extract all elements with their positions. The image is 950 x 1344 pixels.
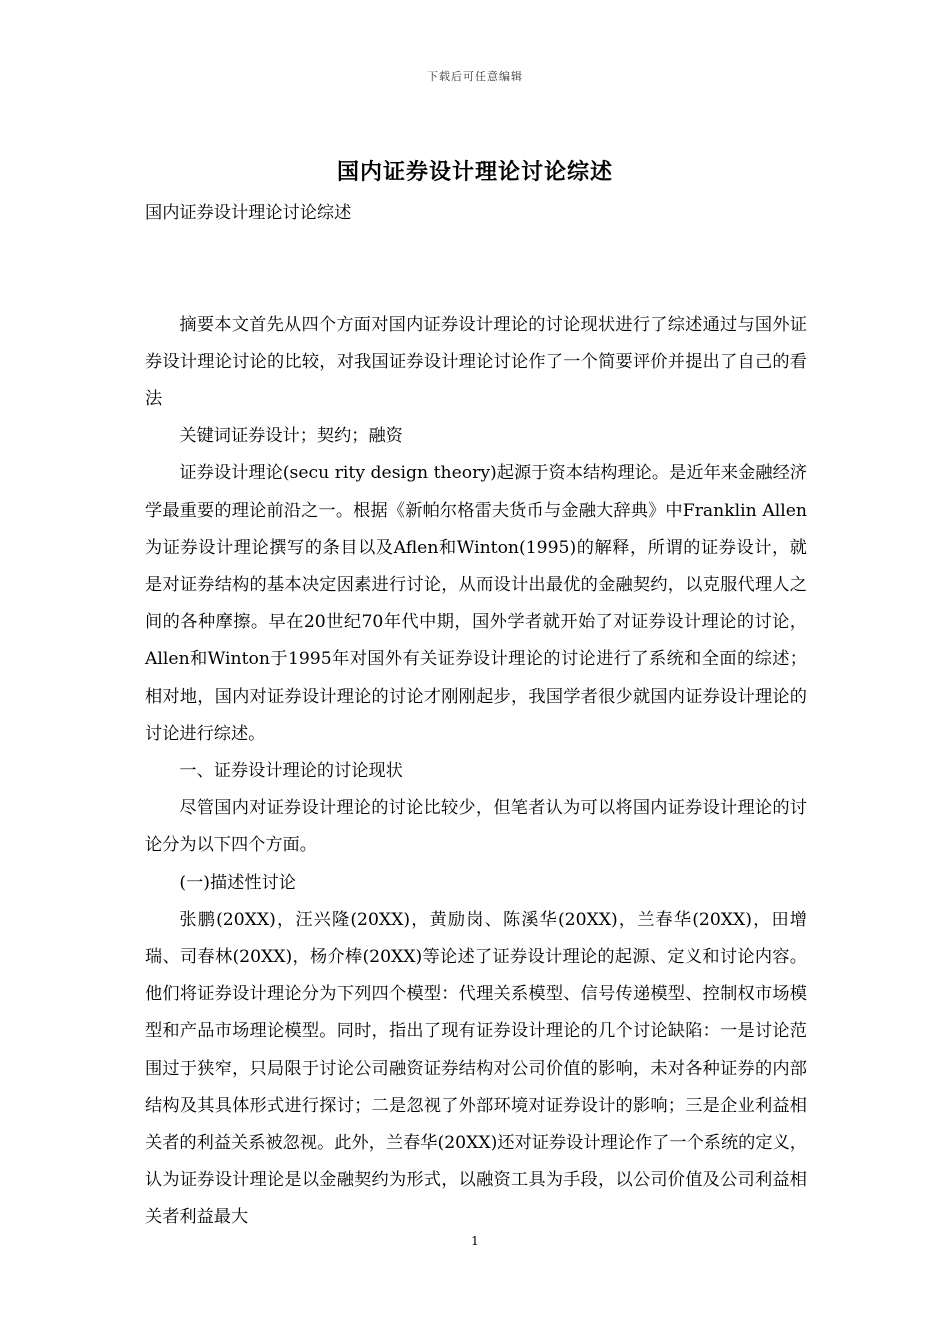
header-note: 下载后可任意编辑 xyxy=(427,70,523,83)
page-number: 1 xyxy=(471,1234,479,1248)
document-body xyxy=(145,195,807,1237)
section-heading: 一、证券设计理论的讨论现状 xyxy=(179,761,403,782)
document-title: 国内证券设计理论讨论综述 xyxy=(336,159,613,185)
abstract-paragraph: 摘要本文首先从四个方面对国内证券设计理论的讨论现状进行了综述通过与国外证券设计理论讨论的比较，对我国证券设计理论讨论作了一个简要评价并提出了自己的看法 xyxy=(145,314,807,409)
keywords-paragraph: 关键词证券设计；契约；融资 xyxy=(179,426,403,447)
document-subtitle: 国内证券设计理论讨论综述 xyxy=(145,203,352,223)
intro-paragraph: 证券设计理论(secu rity design theory)起源于资本结构理论。是近年来金融经济学最重要的理论前沿之一。根据《新帕尔格雷夫货币与金融大辞典》中Franklin Allen为证券设计理论撰写的条目以及Aflen和Winton(1995)的解释，所谓的证券设计，就是对证券结构的基本决定因素进行讨论，从而设计出最优的金融契约，以克服代理人之间的各种摩擦。早在20世纪70年代中期，国外学者就开始了对证券设计理论的讨论，Allen和Winton于1995年对国外有关证券设计理论的讨论进行了系统和全面的综述；相对地，国内对证券设计理论的讨论才刚刚起步，我国学者很少就国内证券设计理论的讨论进行综述。 xyxy=(145,463,807,744)
section-paragraph: 尽管国内对证券设计理论的讨论比较少，但笔者认为可以将国内证券设计理论的讨论分为以下四个方面。 xyxy=(145,798,807,856)
blank-line xyxy=(145,269,807,306)
subsection-paragraph: 张鹏(20XX)，汪兴隆(20XX)，黄励岗、陈溪华(20XX)，兰春华(20XX)，田增瑞、司春林(20XX)，杨介棒(20XX)等论述了证券设计理论的起源、定义和讨论内容。他们将证券设计理论分为下列四个模型：代理关系模型、信号传递模型、控制权市场模型和产品市场理论模型。同时，指出了现有证券设计理论的几个讨论缺陷：一是讨论范围过于狭窄，只局限于讨论公司融资证券结构对公司价值的影响，未对各种证券的内部结构及其具体形式进行探讨；二是忽视了外部环境对证券设计的影响；三是企业利益相关者的利益关系被忽视。此外，兰春华(20XX)还对证券设计理论作了一个系统的定义，认为证券设计理论是以金融契约为形式，以融资工具为手段，以公司价值及公司利益相关者利益最大 xyxy=(145,909,807,1228)
subsection-heading: (一)描述性讨论 xyxy=(179,872,296,893)
